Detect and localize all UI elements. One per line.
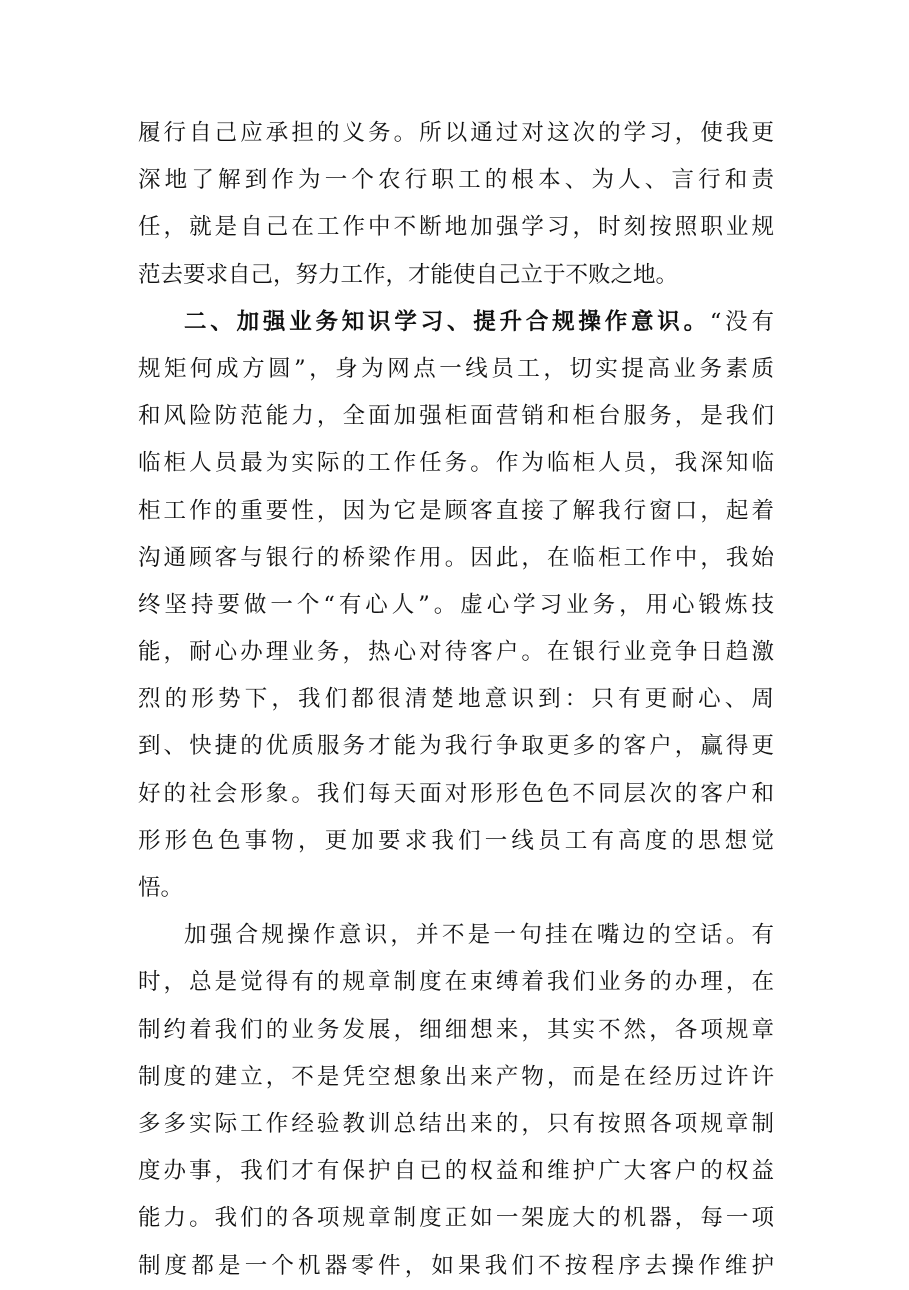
text-line: 制约着我们的业务发展，细细想来，其实不然，各项规章 xyxy=(138,1016,774,1043)
text-line: 制度的建立，不是凭空想象出来产物，而是在经历过许许 xyxy=(138,1063,774,1090)
paragraph xyxy=(138,912,774,1290)
text-line: 到、快捷的优质服务才能为我行争取更多的客户，赢得更 xyxy=(138,733,774,760)
document-body xyxy=(138,110,774,1290)
text-line: 度办事，我们才有保护自已的权益和维护广大客户的权益 xyxy=(138,1158,774,1185)
text-line xyxy=(138,299,774,346)
text-line: 深地了解到作为一个农行职工的根本、为人、言行和责 xyxy=(138,167,774,194)
text-line: 多多实际工作经验教训总结出来的，只有按照各项规章制 xyxy=(138,1110,774,1137)
text-line: 规矩何成方圆”，身为网点一线员工，切实提高业务素质 xyxy=(138,355,774,382)
text-line: 临柜人员最为实际的工作任务。作为临柜人员，我深知临 xyxy=(138,450,774,477)
text-line: 制度都是一个机器零件，如果我们不按程序去操作维护 xyxy=(138,1252,774,1279)
text-line: 终坚持要做一个“有心人”。虚心学习业务，用心锻炼技 xyxy=(138,591,774,618)
text-line: 履行自己应承担的义务。所以通过对这次的学习，使我更 xyxy=(138,120,774,146)
section-heading: 二、加强业务知识学习、提升合规操作意识。 xyxy=(184,308,710,335)
text-line: 能力。我们的各项规章制度正如一架庞大的机器，每一项 xyxy=(138,1205,774,1232)
text-line: 范去要求自己，努力工作，才能使自己立于不败之地。 xyxy=(138,261,679,288)
text-line: 悟。 xyxy=(138,875,184,901)
text-line: 加强合规操作意识，并不是一句挂在嘴边的空话。有 xyxy=(184,922,774,949)
text-line: 能，耐心办理业务，热心对待客户。在银行业竞争日趋激 xyxy=(138,639,774,666)
text-line: 和风险防范能力，全面加强柜面营销和柜台服务，是我们 xyxy=(138,403,774,430)
text-line: 柜工作的重要性，因为它是顾客直接了解我行窗口，起着 xyxy=(138,497,774,524)
text-line: 形形色色事物，更加要求我们一线员工有高度的思想觉 xyxy=(138,827,774,854)
paragraph xyxy=(138,110,774,299)
text-line: 时，总是觉得有的规章制度在束缚着我们业务的办理，在 xyxy=(138,969,774,996)
paragraph xyxy=(138,299,774,912)
text-fragment: “没有 xyxy=(709,308,774,335)
text-line: 沟通顾客与银行的桥梁作用。因此，在临柜工作中，我始 xyxy=(138,544,774,571)
text-line: 任，就是自己在工作中不断地加强学习，时刻按照职业规 xyxy=(138,214,774,241)
text-line: 烈的形势下，我们都很清楚地意识到：只有更耐心、周 xyxy=(138,686,774,713)
text-line: 好的社会形象。我们每天面对形形色色不同层次的客户和 xyxy=(138,780,774,807)
